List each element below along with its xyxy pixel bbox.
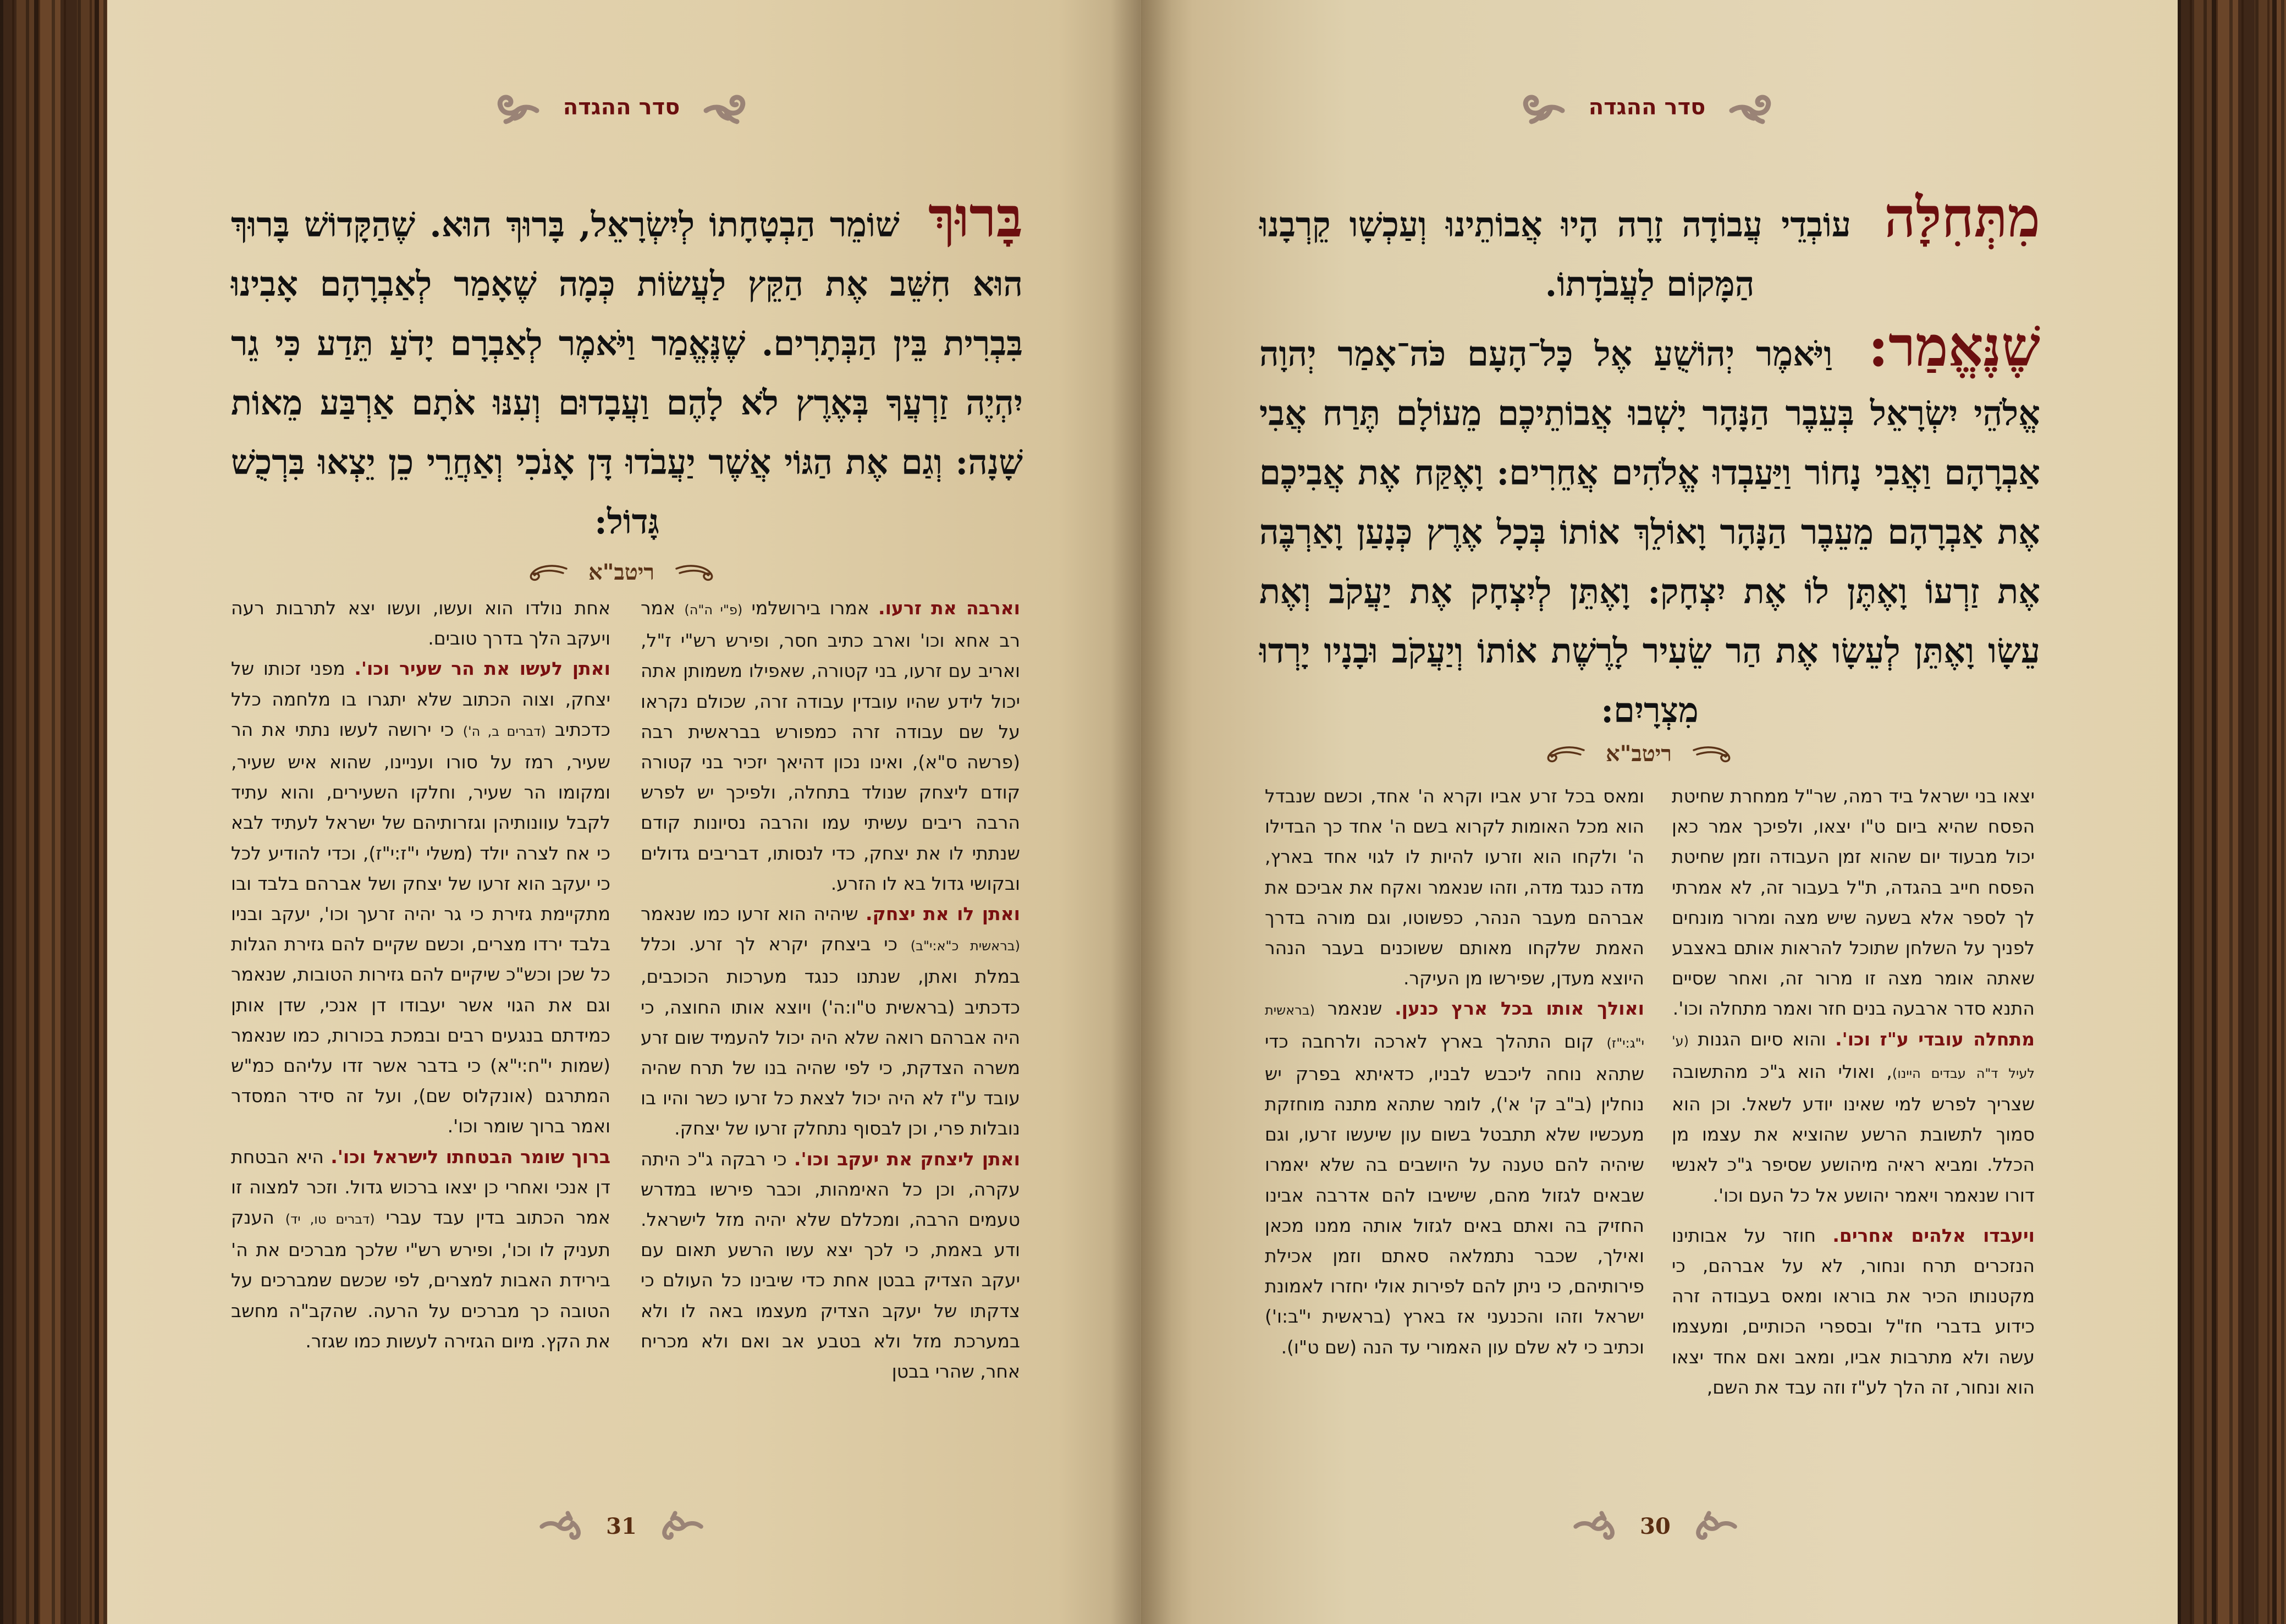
page-number: 30 bbox=[1640, 1513, 1671, 1539]
commentary-heading: ואתן לו את יצחק. bbox=[866, 903, 1020, 925]
commentary-column-right bbox=[641, 593, 1020, 1386]
flourish-ornament-icon bbox=[1506, 90, 1567, 125]
acanthus-ornament-icon bbox=[1573, 1508, 1626, 1544]
ritva-divider-right bbox=[1523, 737, 1754, 770]
main-text-body: שׁוֹמֵר הַבְטָחָתוֹ לְיִשְׂרָאֵל, בָּרוּךְ הוּא. שֶׁהַקָּדוֹשׁ בָּרוּךְ הוּא חִשֵּׁב אֶת הַקֵּץ לַעֲשׂוֹת כְּמָה שֶׁאָמַר לְאַבְרָהָם אָבִינוּ בִּבְרִית בֵּין הַבְּתָרִים. שֶׁנֶּאֱמַר וַיֹּאמֶר לְאַבְרָם יָדֹעַ תֵּדַע כִּי גֵר יִהְיֶה זַרְעֲךָ בְּאֶרֶץ לֹא לָהֶם וַעֲבָדוּם וְעִנּוּ אֹתָם אַרְבַּע מֵאוֹת שָׁנָה: וְגַם אֶת הַגּוֹי אֲשֶׁר יַעֲבֹדוּ דָּן אָנֹכִי וְאַחֲרֵי כֵן יֵצְאוּ בִּרְכֻשׁ גָּדוֹל: bbox=[231, 205, 1023, 542]
commentary-column-right bbox=[1672, 781, 2035, 1402]
book-spine bbox=[1111, 0, 1171, 1624]
ritva-divider-left bbox=[506, 555, 737, 588]
commentary-column-left bbox=[231, 593, 610, 1356]
commentary-heading: ואתן לעשו את הר שעיר וכו'. bbox=[354, 658, 610, 680]
acanthus-ornament-icon bbox=[1685, 1508, 1738, 1544]
ritva-label: ריטב"א bbox=[1605, 740, 1672, 767]
flourish-ornament-icon bbox=[702, 90, 762, 125]
commentary-heading: מתחלה עובדי ע"ז וכו'. bbox=[1835, 1028, 2035, 1050]
swirl-ornament-icon bbox=[1536, 742, 1586, 764]
ritva-label: ריטב"א bbox=[588, 559, 655, 585]
commentary-paragraph: ואתן לעשו את הר שעיר וכו'. מפני זכותו של יצחק, וצוה הכתוב שלא יתגרו בו מלחמה כלל כדכתיב (דברים ב, ה') כי ירושה לעשו נתתי את הר שעיר, רמז על סורו ועניינו, שהוא איש שעיר, ומקומו הר שעיר, וחלקו השעירים, והוא עתיד לקבל עוונותיהן וגזרותיהם של ישראל לעתיד לבא כי אח לצרה יולד (משלי י"ז:י"ז), וכדי להודיע לכל כי יעקב הוא זרעו של יצחק ושל אברהם בלבד ובו מתקיימת גזירת כי גר יהיה זרעך וכו', יעקב ובניו בלבד ירדו מצרים, וכשם שקיים להם גזירת הגלות כל שכן וכש"כ שיקיים להם גזירות הטובות, שנאמר וגם את הגוי אשר יעבודו דן אנכי, שדן אותן כמידתם בנגעים רבים ובמכת בכורות, כמו שנאמר (שמות י"ח:י"א) כי בדבר אשר זדו עליהם כמ"ש המתרגם (אונקלוס שם), ועל זה סידר המסדר ואמר ברוך שומר וכו'. bbox=[231, 658, 610, 1137]
main-text-mitchila bbox=[1259, 185, 2040, 314]
drop-word: בָּרוּךְ bbox=[928, 185, 1023, 250]
wood-frame-left bbox=[0, 0, 107, 1624]
page-number-left bbox=[539, 1507, 704, 1545]
commentary-paragraph: ויעבדו אלהים אחרים. חוזר על אבותינו הנזכרים תרח ונחור, לא על אברהם, כי מקטנותו הכיר את בוראו ומאס בעבודה זרה כידוע בדברי חז"ל ובספרי הכותיים, ומעצמו עשה ולא מתרבות אביו, ומאב ואם אחד יצאו הוא ונחור, זה הלך לע"ז וזה עבד את השם, bbox=[1672, 1224, 2035, 1398]
swirl-ornament-icon bbox=[1692, 742, 1741, 764]
running-head-left bbox=[478, 88, 764, 126]
commentary-heading: ואולך אותו בכל ארץ כנען. bbox=[1395, 998, 1644, 1020]
commentary-paragraph: יצאו בני ישראל ביד רמה, שר"ל ממחרת שחיטת הפסח שהיא ביום ט"ו יצאו, ולפיכך אמר כאן יכול מבעוד יום שהוא זמן העבודה וזמן שחיטת הפסח חייב בהגדה, ת"ל בעבור זה, לא אמרתי לך לספר אלא בשעה שיש מצה ומרור מונחים לפניך על השלחן שתוכל להראות אותם באצבע שאתה אומר מצה זו מרור זה, ואחר שסיים התנא סדר ארבעה בנים חזר ואמר מתחלה וכו'. bbox=[1672, 785, 2035, 1020]
commentary-heading: ברוך שומר הבטחתו לישראל וכו'. bbox=[330, 1146, 610, 1168]
main-text-body: וַיֹּאמֶר יְהוֹשֻׁעַ אֶל כָּל־הָעָם כֹּה־אָמַר יְהוָה אֱלֹהֵי יִשְׂרָאֵל בְּעֵבֶר הַנָּהָר יָשְׁבוּ אֲבוֹתֵיכֶם מֵעוֹלָם תֶּרַח אֲבִי אַבְרָהָם וַאֲבִי נָחוֹר וַיַּעַבְדוּ אֱלֹהִים אֲחֵרִים: וָאֶקַּח אֶת אֲבִיכֶם אֶת אַבְרָהָם מֵעֵבֶר הַנָּהָר וָאוֹלֵךְ אוֹתוֹ בְּכָל אֶרֶץ כְּנָעַן וָאַרְבֶּה אֶת זַרְעוֹ וָאֶתֶּן לוֹ אֶת יִצְחָק: וָאֶתֵּן לְיִצְחָק אֶת יַעֲקֹב וְאֶת עֵשָׂו וָאֶתֵּן לְעֵשָׂו אֶת הַר שֵׂעִיר לָרֶשֶׁת אוֹתוֹ וְיַעֲקֹב וּבָנָיו יָרְדוּ מִצְרָיִם: bbox=[1259, 334, 2040, 730]
source-citation: (ע' לעיל ד"ה עבדים היינו) bbox=[1672, 1033, 2035, 1081]
swirl-ornament-icon bbox=[519, 561, 569, 583]
page-number: 31 bbox=[606, 1513, 637, 1539]
commentary-paragraph: ומאס בכל זרע אביו וקרא ה' אחד, וכשם שנבדל הוא מכל האומות לקרוא בשם ה' אחד כך הבדילו ה' ולקחו הוא וזרעו להיות לו לגוי אחד בארץ, מדה כנגד מדה, וזהו שנאמר ואקח את אביכם את אברהם מעבר הנהר, כפשוטו, וגם מורה בדרך האמת שלקחו מאותם ששוכנים בעבר הנהר היוצא מעדן, שפירשו מן העיקר. bbox=[1265, 785, 1644, 989]
wood-frame-right bbox=[2178, 0, 2286, 1624]
running-head-title: סדר ההגדה bbox=[563, 95, 680, 120]
drop-word: מִתְּחִלָּה bbox=[1884, 185, 2040, 250]
commentary-paragraph: ואתן לו את יצחק. שיהיה הוא זרעו כמו שנאמר (בראשית כ"א:י"ב) כי ביצחק יקרא לך זרע. וכלל במלת ואתן, שנתנו כנגד מערכות הכוכבים, כדכתיב (בראשית ט"ו:ה') ויוצא אותו החוצה, כי היה אברהם רואה שלא היה יכול להעמיד שום זרע משרה הצדקת, כי לפי שהיה בנו של תרח שהיה עובד ע"ז לא היה יכול לצאת כל זרעו כשר והיו בו נובלות פרי, וכן לבסוף נתחלק זרעו של יצחק. bbox=[641, 903, 1020, 1139]
acanthus-ornament-icon bbox=[539, 1508, 592, 1544]
acanthus-ornament-icon bbox=[651, 1508, 704, 1544]
source-citation: (דברים טו, יד) bbox=[285, 1212, 375, 1227]
swirl-ornament-icon bbox=[674, 561, 724, 583]
commentary-paragraph: ואתן ליצחק את יעקב וכו'. כי רבקה ג"כ היתה עקרה, וכן כל האימהות, וכבר פירשו במדרש טעמים הרבה, ומכללם שלא יהיה מזל לישראל. ודע באמת, כי לכך יצא עשו הרשע תאום עם יעקב הצדיק בבטן אחת כדי שיבינו כל העולם כי צדקתו של יעקב הצדיק מעצמו באה לו ולא במערכת מזל ולא בטבע אב ואם ולא מכריח אחר, שהרי בבטן bbox=[641, 1148, 1020, 1383]
source-citation: (בראשית כ"א:י"ב) bbox=[910, 938, 1020, 954]
commentary-heading: וארבה את זרעו. bbox=[878, 597, 1020, 619]
commentary-paragraph: ואולך אותו בכל ארץ כנען. שנאמר (בראשית י"ג:י"ז) קום התהלך בארץ לארכה ולרחבה כדי שתהא נוחה ליכבש לבניו, כדאיתא בפרק יש נוחלין (ב"ב ק' א'), לומר שתהא מתנה מוחזקת מעכשיו שלא תתבטל בשום עון שיעשו זרעו, וגם שיהיה להם טענה על היושבים בה שלא יאמרו שבאים לגזול מהם, שישיבו להם אדרבה אבינו החזיק בה ואתם באים לגזול אותה ממנו מכאן ואילך, שכבר נתמלאה סאתם וזמן אכילת פירותיהם, כי ניתן להם לפירות אולי יחזרו לאמונת ישראל וזהו והכנעני אז בארץ (בראשית י"ב:ו') וכתיב כי לא שלם עון האמורי עד הנה (שם ט"ו). bbox=[1265, 998, 1644, 1358]
source-citation: (דברים ב, ה') bbox=[462, 723, 546, 739]
commentary-heading: ואתן ליצחק את יעקב וכו'. bbox=[794, 1148, 1020, 1170]
running-head-right bbox=[1504, 88, 1790, 126]
flourish-ornament-icon bbox=[1727, 90, 1788, 125]
source-citation: (פ"י ה"ה) bbox=[684, 602, 743, 618]
drop-word: שֶׁנֶּאֱמַר: bbox=[1868, 314, 2040, 379]
commentary-paragraph: אחת נולדו הוא ועשו, ועשו יצא לתרבות רעה ויעקב הלך בדרך טובים. bbox=[231, 597, 610, 649]
page-number-right bbox=[1573, 1507, 1738, 1545]
commentary-column-left bbox=[1265, 781, 1644, 1362]
commentary-paragraph: מתחלה עובדי ע"ז וכו'. והוא סיום הגנות (ע' לעיל ד"ה עבדים היינו), ואולי הוא ג"כ מהתשובה שצריך לפרש למי שאינו יודע לשאל. וכן הוא סמוך לתשובת הרשע שהוציא את עצמו מן הכלל. ומביא ראיה מיהושע שסיפר ג"כ לאנשי דורו שנאמר ויאמר יהושע אל כל העם וכו'. bbox=[1672, 1028, 2035, 1206]
commentary-paragraph: ברוך שומר הבטחתו לישראל וכו'. היא הבטחת דן אנכי ואחרי כן יצאו ברכוש גדול. וזכר למצוה זו אמר הכתוב בדין עבד עברי (דברים טו, יד) הענק תעניק לו וכו', ופירש רש"י שלכך מברכים את ה' בירידת האבות למצרים, לפי שכשם שמברכים על הטובה כך מברכים על הרעה. שהקב"ה מחשב את הקץ. מיום הגזירה לעשות כמו שגזר. bbox=[231, 1146, 610, 1352]
source-citation: (בראשית י"ג:י"ז) bbox=[1265, 1003, 1644, 1051]
flourish-ornament-icon bbox=[481, 90, 541, 125]
main-text-shenemar bbox=[1259, 314, 2040, 740]
commentary-heading: ויעבדו אלהים אחרים. bbox=[1832, 1224, 2035, 1246]
main-text-baruch bbox=[231, 185, 1023, 552]
commentary-paragraph: וארבה את זרעו. אמרו בירושלמי (פ"י ה"ה) אמר רב אחא וכו' וארב כתיב חסר, ופירש רש"י ז"ל, ואריב עם זרעו, בני קטורה, שאפילו משמותן אתה יכול לידע שהיו עובדין עבודה זרה, שכולם נקראו על שם עבודה זרה כמפורש בבראשית רבה (פרשה ס"א), ואינו נכון דהיאך יזכיר בני קטורה קודם ליצחק שנולד בתחלה, ולפיכך יש לפרש הרבה ריבים עשיתי עמו והרבה נסיונות קודם שנתתי לו את יצחק, כדי לנסותו, דבריבים גדולים ובקושי גדול בא לו הזרע. bbox=[641, 597, 1020, 894]
main-text-body: עוֹבְדֵי עֲבוֹדָה זָרָה הָיוּ אֲבוֹתֵינוּ וְעַכְשָׁו קֵרְבָנוּ הַמָּקוֹם לַעֲבֹדָתוֹ. bbox=[1259, 205, 1851, 304]
running-head-title: סדר ההגדה bbox=[1588, 95, 1706, 120]
